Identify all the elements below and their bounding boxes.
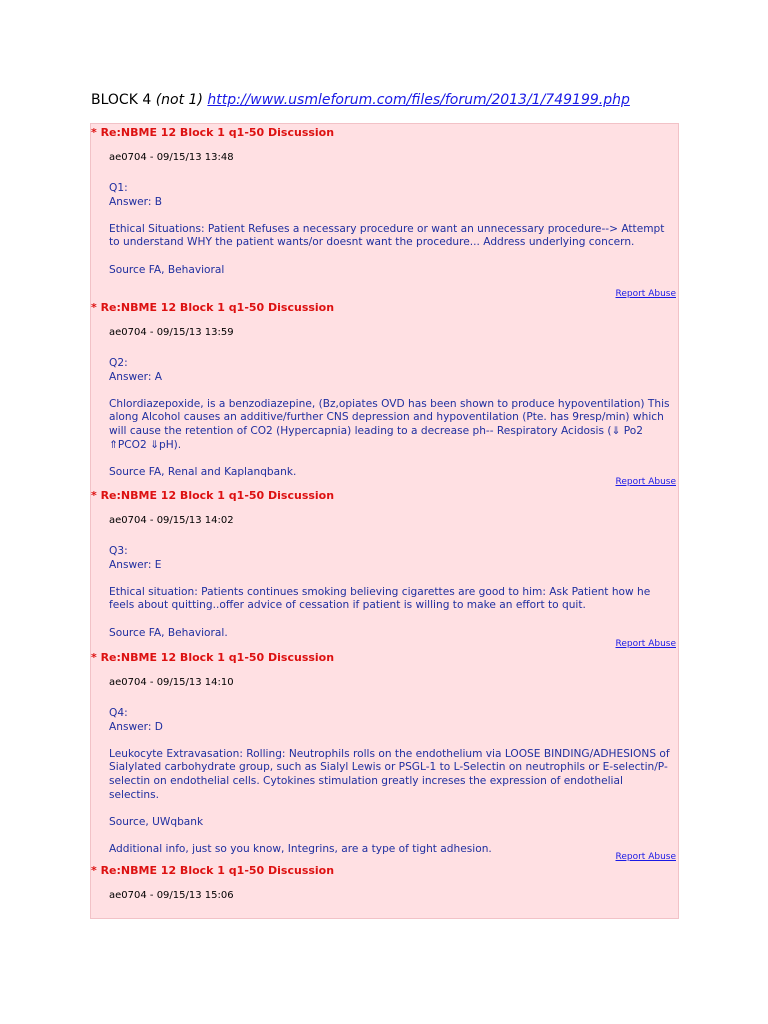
post-meta: ae0704 - 09/15/13 15:06 [109, 890, 234, 901]
post-title: * Re:NBME 12 Block 1 q1-50 Discussion [91, 651, 335, 664]
question-label: Q4: [109, 707, 128, 719]
post-title: * Re:NBME 12 Block 1 q1-50 Discussion [91, 489, 335, 502]
page-header [91, 92, 630, 108]
post-title: * Re:NBME 12 Block 1 q1-50 Discussion [91, 301, 335, 314]
post-paragraph: Ethical situation: Patients continues smoking believing cigarettes are good to him: Ask Patient how he feels about quitting..offer advice of cessation if patient is willing to make an effort to quit. [109, 585, 651, 612]
post-meta: ae0704 - 09/15/13 14:10 [109, 677, 234, 688]
report-abuse-link[interactable]: Report Abuse [615, 477, 676, 487]
report-abuse-link[interactable]: Report Abuse [615, 639, 676, 649]
block-heading: BLOCK 4 [91, 92, 152, 108]
answer-label: Answer: B [109, 195, 163, 208]
answer-label: Answer: D [109, 720, 163, 733]
post-title: * Re:NBME 12 Block 1 q1-50 Discussion [91, 126, 335, 139]
post-body [109, 182, 671, 291]
report-abuse-link[interactable]: Report Abuse [615, 852, 676, 862]
post-body [109, 707, 671, 870]
post-paragraph: Leukocyte Extravasation: Rolling: Neutrophils rolls on the endothelium via LOOSE BINDING/ADHESIONS of Sialylated carbohydrate group, such as Sialyl Lewis or PSGL-1 to L-Selectin on neutrophils or E-selectin/P-selectin on endothelial cells. Cytokines stimulation greatly increses the expression of endothelial selectins. [109, 747, 670, 801]
block-note: (not 1) [155, 92, 203, 108]
answer-label: Answer: A [109, 370, 163, 383]
answer-label: Answer: E [109, 558, 162, 571]
post-paragraph: Ethical Situations: Patient Refuses a necessary procedure or want an unnecessary procedure--> Attempt to understand WHY the patient wants/or doesnt want the procedure... Address underlying concern. [109, 222, 665, 249]
post-body [109, 545, 671, 654]
post-meta: ae0704 - 09/15/13 13:48 [109, 152, 234, 163]
post-paragraph: Source FA, Behavioral [109, 263, 225, 276]
post-paragraph: Additional info, just so you know, Integrins, are a type of tight adhesion. [109, 842, 492, 855]
question-label: Q1: [109, 182, 128, 194]
post-paragraph: Source FA, Renal and Kaplanqbank. [109, 465, 297, 478]
post-meta: ae0704 - 09/15/13 13:59 [109, 327, 234, 338]
question-label: Q2: [109, 357, 128, 369]
post-paragraph: Chlordiazepoxide, is a benzodiazepine, (Bz,opiates OVD has been shown to produce hypoventilation) This along Alcohol causes an additive/further CNS depression and hypoventilation (Pte. has 9resp/min) which will cause the retention of CO2 (Hypercapnia) leading to a decrease ph-- Respiratory Acidosis (⇓ Po2 ⇑PCO2 ⇓pH). [109, 397, 670, 451]
post-body [109, 357, 671, 493]
post-paragraph: Source FA, Behavioral. [109, 626, 228, 639]
question-label: Q3: [109, 545, 128, 557]
forum-link[interactable]: http://www.usmleforum.com/files/forum/2013/1/749199.php [207, 92, 630, 108]
report-abuse-link[interactable]: Report Abuse [615, 289, 676, 299]
post-meta: ae0704 - 09/15/13 14:02 [109, 515, 234, 526]
post-title: * Re:NBME 12 Block 1 q1-50 Discussion [91, 864, 335, 877]
discussion-panel [90, 123, 679, 919]
post-paragraph: Source, UWqbank [109, 815, 204, 828]
